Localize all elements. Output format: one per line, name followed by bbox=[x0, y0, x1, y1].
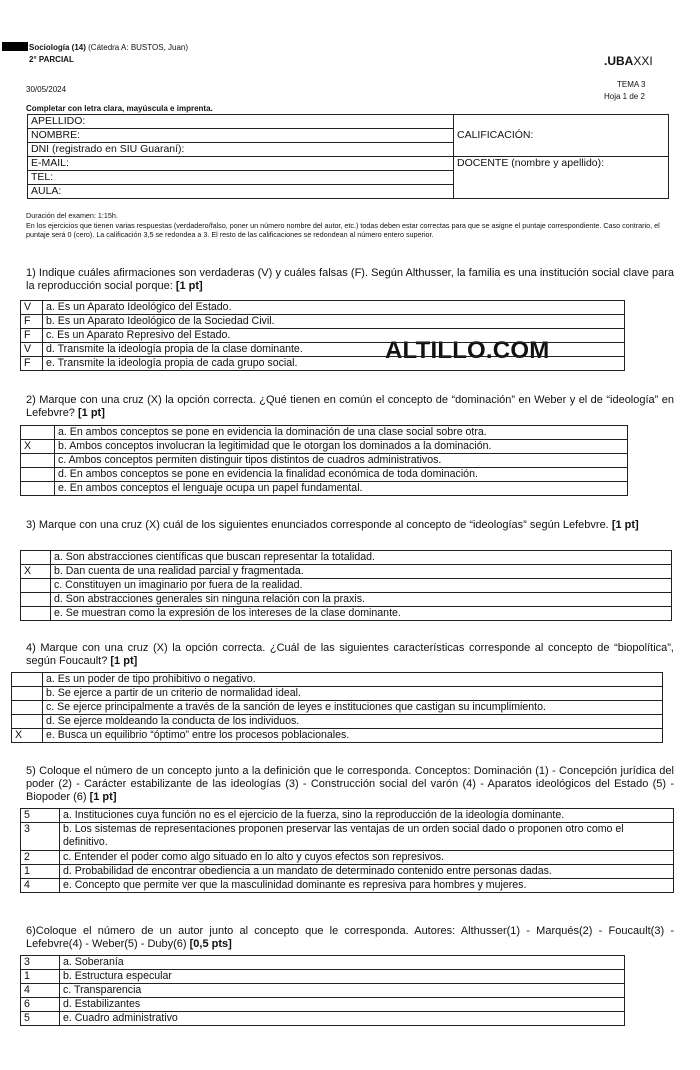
question-5 bbox=[26, 765, 674, 804]
answer-mark[interactable]: V bbox=[21, 343, 43, 357]
question-3-text: 3) Marque con una cruz (X) cuál de los siguientes enunciados corresponde al concepto de “ideologías” según Lefebvre. bbox=[26, 519, 612, 531]
table-row bbox=[12, 729, 663, 743]
exam-title: 2° PARCIAL bbox=[29, 55, 74, 64]
question-4-table bbox=[11, 672, 663, 743]
answer-mark[interactable] bbox=[21, 454, 55, 468]
table-row bbox=[21, 809, 674, 823]
question-4 bbox=[26, 642, 674, 668]
exam-date: 30/05/2024 bbox=[26, 85, 67, 94]
table-row bbox=[21, 823, 674, 851]
answer-mark[interactable] bbox=[21, 607, 51, 621]
answer-mark[interactable] bbox=[21, 593, 51, 607]
table-row bbox=[21, 879, 674, 893]
answer-mark[interactable] bbox=[21, 426, 55, 440]
option-text: d. Son abstracciones generales sin ninguna relación con la praxis. bbox=[51, 593, 672, 607]
table-row bbox=[21, 593, 672, 607]
table-row bbox=[21, 851, 674, 865]
option-text: a. Instituciones cuya función no es el ejercicio de la fuerza, sino la reproducción de la ideología dominante. bbox=[60, 809, 674, 823]
logo-light: XXI bbox=[633, 54, 653, 68]
form-calificacion[interactable]: CALIFICACIÓN: bbox=[454, 115, 669, 157]
tema-label: TEMA 3 bbox=[617, 80, 646, 89]
question-1-text: 1) Indique cuáles afirmaciones son verdaderas (V) y cuáles falsas (F). Según Althusser, la familia es una institución social clave para la reproducción social porque: bbox=[26, 267, 674, 292]
option-text: a. En ambos conceptos se pone en evidencia la dominación de una clase social sobre otra. bbox=[55, 426, 628, 440]
option-text: b. Es un Aparato Ideológico de la Sociedad Civil. bbox=[43, 315, 625, 329]
table-row bbox=[21, 440, 628, 454]
table-row bbox=[21, 579, 672, 593]
answer-mark[interactable] bbox=[21, 482, 55, 496]
question-2-text: 2) Marque con una cruz (X) la opción correcta. ¿Qué tienen en común el concepto de “dominación” en Weber y el de “ideología” en Lefebvre? bbox=[26, 394, 674, 419]
answer-mark[interactable]: X bbox=[21, 565, 51, 579]
option-text: e. Transmite la ideología propia de cada grupo social. bbox=[43, 357, 625, 371]
answer-mark[interactable]: 1 bbox=[21, 970, 60, 984]
question-6 bbox=[26, 925, 674, 951]
table-row bbox=[12, 701, 663, 715]
option-text: c. Es un Aparato Represivo del Estado. bbox=[43, 329, 625, 343]
answer-mark[interactable]: X bbox=[12, 729, 43, 743]
exam-rules: En los ejercicios que tienen varias respuestas (verdadero/falso, poner un número nombre del autor, etc.) todas deben estar correctas para que se asigne el puntaje correspondiente. Caso contrario, el puntaje será 0 (cero). La calificación 3,5 se redondea a 3. El resto de las calificaciones se redondean al número entero superior. bbox=[26, 221, 660, 239]
table-row bbox=[21, 329, 625, 343]
watermark: ALTILLO.COM bbox=[385, 337, 550, 364]
question-1-points: [1 pt] bbox=[175, 280, 203, 292]
question-4-text: 4) Marque con una cruz (X) la opción correcta. ¿Cuál de las siguientes características corresponde al concepto de “biopolítica”, según Foucault? bbox=[26, 642, 674, 667]
option-text: e. Se muestran como la expresión de los intereses de la clase dominante. bbox=[51, 607, 672, 621]
question-5-table bbox=[20, 808, 674, 893]
uba-logo bbox=[604, 54, 653, 68]
answer-mark[interactable]: 5 bbox=[21, 1012, 60, 1026]
option-text: a. Son abstracciones científicas que buscan representar la totalidad. bbox=[51, 551, 672, 565]
option-text: c. Entender el poder como algo situado en lo alto y cuyos efectos son represivos. bbox=[60, 851, 674, 865]
table-row bbox=[21, 426, 628, 440]
option-text: b. Dan cuenta de una realidad parcial y fragmentada. bbox=[51, 565, 672, 579]
answer-mark[interactable]: 5 bbox=[21, 809, 60, 823]
table-row bbox=[21, 984, 625, 998]
form-email[interactable]: E-MAIL: bbox=[28, 157, 454, 171]
logo-bold: .UBA bbox=[604, 54, 634, 68]
page-indicator: Hoja 1 de 2 bbox=[604, 92, 645, 101]
table-row bbox=[21, 956, 625, 970]
option-text: e. Busca un equilibrio “óptimo” entre los procesos poblacionales. bbox=[43, 729, 663, 743]
student-form bbox=[27, 114, 669, 199]
form-instruction: Completar con letra clara, mayúscula e imprenta. bbox=[26, 104, 213, 113]
answer-mark[interactable] bbox=[21, 551, 51, 565]
answer-mark[interactable] bbox=[12, 673, 43, 687]
answer-mark[interactable]: F bbox=[21, 315, 43, 329]
question-6-points: [0,5 pts] bbox=[189, 938, 232, 950]
table-row bbox=[21, 357, 625, 371]
question-4-points: [1 pt] bbox=[110, 655, 138, 667]
option-text: b. Los sistemas de representaciones proponen preservar las ventajas de un orden social dado o proponen otro como el definitivo. bbox=[60, 823, 674, 851]
course-line bbox=[29, 43, 188, 52]
table-row bbox=[12, 673, 663, 687]
table-row bbox=[21, 315, 625, 329]
form-nombre[interactable]: NOMBRE: bbox=[28, 129, 454, 143]
table-row bbox=[21, 343, 625, 357]
option-text: c. Ambos conceptos permiten distinguir tipos distintos de cuadros administrativos. bbox=[55, 454, 628, 468]
option-text: c. Se ejerce principalmente a través de la sanción de leyes e instituciones que castigan su incumplimiento. bbox=[43, 701, 663, 715]
option-text: a. Soberanía bbox=[60, 956, 625, 970]
table-row bbox=[21, 970, 625, 984]
question-3-points: [1 pt] bbox=[611, 519, 639, 531]
table-row bbox=[21, 998, 625, 1012]
form-docente[interactable]: DOCENTE (nombre y apellido): bbox=[454, 157, 669, 199]
question-1 bbox=[26, 267, 674, 293]
table-row bbox=[21, 1012, 625, 1026]
question-3-table bbox=[20, 550, 672, 621]
option-text: b. Ambos conceptos involucran la legitimidad que le otorgan los dominados a la dominación. bbox=[55, 440, 628, 454]
option-text: e. En ambos conceptos el lenguaje ocupa un papel fundamental. bbox=[55, 482, 628, 496]
answer-mark[interactable]: F bbox=[21, 357, 43, 371]
answer-mark[interactable]: 4 bbox=[21, 879, 60, 893]
option-text: e. Cuadro administrativo bbox=[60, 1012, 625, 1026]
option-text: d. Se ejerce moldeando la conducta de los individuos. bbox=[43, 715, 663, 729]
option-text: d. En ambos conceptos se pone en evidencia la finalidad económica de toda dominación. bbox=[55, 468, 628, 482]
table-row bbox=[12, 687, 663, 701]
table-row bbox=[21, 607, 672, 621]
option-text: b. Estructura especular bbox=[60, 970, 625, 984]
option-text: a. Es un poder de tipo prohibitivo o negativo. bbox=[43, 673, 663, 687]
answer-mark[interactable]: 4 bbox=[21, 984, 60, 998]
option-text: c. Transparencia bbox=[60, 984, 625, 998]
table-row bbox=[21, 468, 628, 482]
table-row bbox=[12, 715, 663, 729]
redaction-bar bbox=[2, 42, 28, 51]
answer-mark[interactable] bbox=[12, 715, 43, 729]
table-row bbox=[21, 301, 625, 315]
question-2-table bbox=[20, 425, 628, 496]
question-2 bbox=[26, 394, 674, 420]
form-tel[interactable]: TEL: bbox=[28, 171, 454, 185]
option-text: a. Es un Aparato Ideológico del Estado. bbox=[43, 301, 625, 315]
question-6-text: 6)Coloque el número de un autor junto al concepto que le corresponda. Autores: Althusser(1) - Marqués(2) - Foucault(3) - Lefebvre(4) - Weber(5) - Duby(6) bbox=[26, 925, 674, 950]
option-text: e. Concepto que permite ver que la masculinidad dominante es represiva para hombres y mujeres. bbox=[60, 879, 674, 893]
form-dni[interactable]: DNI (registrado en SIU Guaraní): bbox=[28, 143, 454, 157]
question-5-points: [1 pt] bbox=[89, 791, 117, 803]
question-5-text: 5) Coloque el número de un concepto junto a la definición que le corresponda. Conceptos: Dominación (1) - Concepción jurídica del poder (2) - Carácter estabilizante de las ideologías (3) - Construcción social del varón (4) - Aparatos ideológicos del Estado (5) - Biopoder (6) bbox=[26, 765, 674, 803]
option-text: d. Transmite la ideología propia de la clase dominante. bbox=[43, 343, 625, 357]
answer-mark[interactable]: 6 bbox=[21, 998, 60, 1012]
table-row bbox=[21, 865, 674, 879]
option-text: b. Se ejerce a partir de un criterio de normalidad ideal. bbox=[43, 687, 663, 701]
question-2-points: [1 pt] bbox=[77, 407, 105, 419]
table-row bbox=[21, 565, 672, 579]
course-name: Sociología (14) bbox=[29, 43, 86, 52]
table-row bbox=[21, 482, 628, 496]
answer-mark[interactable]: 1 bbox=[21, 865, 60, 879]
question-6-table bbox=[20, 955, 625, 1026]
course-chair: (Cátedra A: BUSTOS, Juan) bbox=[85, 43, 189, 52]
answer-mark[interactable]: V bbox=[21, 301, 43, 315]
answer-mark[interactable] bbox=[21, 579, 51, 593]
answer-mark[interactable]: 3 bbox=[21, 956, 60, 970]
form-aula[interactable]: AULA: bbox=[28, 185, 454, 199]
form-apellido[interactable]: APELLIDO: bbox=[28, 115, 454, 129]
answer-mark[interactable]: 2 bbox=[21, 851, 60, 865]
option-text: d. Estabilizantes bbox=[60, 998, 625, 1012]
table-row bbox=[21, 454, 628, 468]
answer-mark[interactable] bbox=[12, 687, 43, 701]
answer-mark[interactable]: 3 bbox=[21, 823, 60, 851]
answer-mark[interactable]: F bbox=[21, 329, 43, 343]
answer-mark[interactable]: X bbox=[21, 440, 55, 454]
option-text: c. Constituyen un imaginario por fuera de la realidad. bbox=[51, 579, 672, 593]
answer-mark[interactable] bbox=[12, 701, 43, 715]
option-text: d. Probabilidad de encontrar obediencia a un mandato de determinado contenido entre personas dadas. bbox=[60, 865, 674, 879]
exam-duration: Duración del examen: 1:15h. bbox=[26, 211, 118, 220]
table-row bbox=[21, 551, 672, 565]
question-1-table bbox=[20, 300, 625, 371]
question-3 bbox=[26, 519, 674, 532]
answer-mark[interactable] bbox=[21, 468, 55, 482]
